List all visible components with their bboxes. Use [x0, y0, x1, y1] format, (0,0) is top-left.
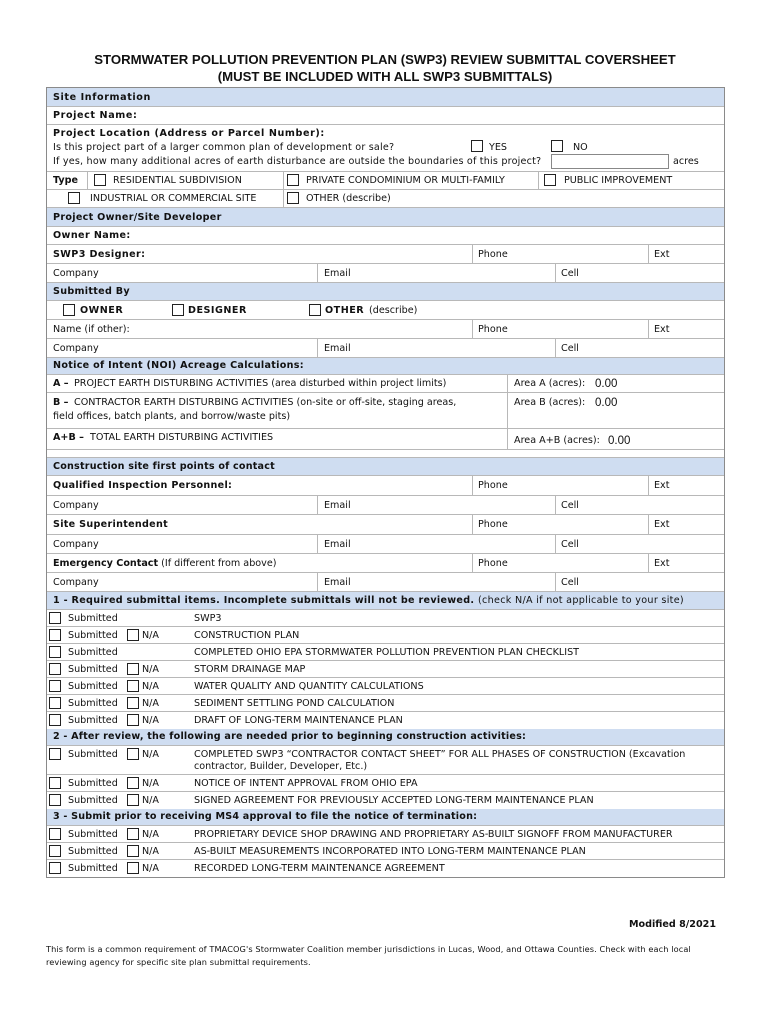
- na-checkbox[interactable]: [127, 845, 139, 857]
- na-label: N/A: [142, 778, 159, 789]
- noi-a-row: A – PROJECT EARTH DISTURBING ACTIVITIES (area disturbed within project limits) Area A (acres): 0.00: [47, 375, 724, 393]
- na-checkbox[interactable]: [127, 862, 139, 874]
- additional-acres-input[interactable]: [551, 154, 669, 169]
- area-ab-value[interactable]: 0.00: [608, 435, 631, 447]
- submitted-label: Submitted: [68, 630, 118, 641]
- na-checkbox[interactable]: [127, 697, 139, 709]
- submitted-label: Submitted: [68, 749, 118, 760]
- submitted-checkbox[interactable]: [49, 862, 61, 874]
- owner-name-row[interactable]: Owner Name:: [47, 227, 724, 245]
- item-text-cont: contractor, Builder, Developer, Etc.): [194, 761, 368, 772]
- item-text: PROPRIETARY DEVICE SHOP DRAWING AND PROPRIETARY AS-BUILT SIGNOFF FROM MANUFACTURER: [194, 829, 673, 840]
- na-checkbox[interactable]: [127, 777, 139, 789]
- submitter-company-row[interactable]: Company Email Cell: [47, 339, 724, 358]
- na-label: N/A: [142, 664, 159, 675]
- checklist-item: [47, 712, 724, 729]
- form-title: STORMWATER POLLUTION PREVENTION PLAN (SWP3) REVIEW SUBMITTAL COVERSHEET: [94, 52, 676, 67]
- section1-header: 1 - Required submittal items. Incomplete submittals will not be reviewed. (check N/A if not applicable to your site): [47, 592, 724, 610]
- qip-company-row[interactable]: Company Email Cell: [47, 496, 724, 515]
- item-text: COMPLETED SWP3 “CONTRACTOR CONTACT SHEET” FOR ALL PHASES OF CONSTRUCTION (Excavation: [194, 749, 686, 760]
- submitted-checkbox[interactable]: [49, 663, 61, 675]
- item-text: DRAFT OF LONG-TERM MAINTENANCE PLAN: [194, 715, 403, 726]
- checklist-item: [47, 826, 724, 843]
- na-label: N/A: [142, 829, 159, 840]
- na-checkbox[interactable]: [127, 680, 139, 692]
- area-a-value[interactable]: 0.00: [595, 378, 618, 390]
- private-condo-label: PRIVATE CONDOMINIUM OR MULTI-FAMILY: [306, 175, 505, 186]
- na-label: N/A: [142, 749, 159, 760]
- na-label: N/A: [142, 863, 159, 874]
- designer-company-row[interactable]: Company Email Cell: [47, 264, 724, 283]
- public-improvement-label: PUBLIC IMPROVEMENT: [564, 175, 673, 186]
- submitted-owner-checkbox[interactable]: [63, 304, 75, 316]
- checklist-item: [47, 843, 724, 860]
- submitted-checkbox[interactable]: [49, 697, 61, 709]
- emergency-company-row[interactable]: Company Email Cell: [47, 573, 724, 592]
- submitted-designer-checkbox[interactable]: [172, 304, 184, 316]
- section3-header: 3 - Submit prior to receiving MS4 approval to file the notice of termination:: [47, 809, 724, 826]
- noi-b-row: B – CONTRACTOR EARTH DISTURBING ACTIVITIES (on-site or off-site, staging areas, field offices, batch plants, and borrow/waste pits) Area B (acres): 0.00: [47, 393, 724, 429]
- submitted-label: Submitted: [68, 664, 118, 675]
- type-row-2: [47, 190, 724, 208]
- submitted-checkbox[interactable]: [49, 794, 61, 806]
- checklist-item: [47, 627, 724, 644]
- checklist-item: [47, 661, 724, 678]
- na-checkbox[interactable]: [127, 828, 139, 840]
- area-b-value[interactable]: 0.00: [595, 397, 618, 409]
- larger-plan-question: Is this project part of a larger common plan of development or sale?: [53, 142, 395, 153]
- item-text: COMPLETED OHIO EPA STORMWATER POLLUTION PREVENTION PLAN CHECKLIST: [194, 647, 580, 658]
- submitted-checkbox[interactable]: [49, 714, 61, 726]
- submitted-checkbox[interactable]: [49, 629, 61, 641]
- item-text: SEDIMENT SETTLING POND CALCULATION: [194, 698, 395, 709]
- submitted-checkbox[interactable]: [49, 680, 61, 692]
- acres-unit: acres: [673, 156, 699, 167]
- other-type-label: OTHER (describe): [306, 193, 391, 204]
- item-text: SIGNED AGREEMENT FOR PREVIOUSLY ACCEPTED LONG-TERM MAINTENANCE PLAN: [194, 795, 594, 806]
- submitted-label: Submitted: [68, 613, 118, 624]
- emergency-row[interactable]: Emergency Contact (If different from above) Phone Ext: [47, 554, 724, 573]
- submitted-checkbox[interactable]: [49, 612, 61, 624]
- submitted-label: Submitted: [68, 681, 118, 692]
- project-location-label: Project Location (Address or Parcel Number):: [53, 128, 325, 139]
- submitted-checkbox[interactable]: [49, 646, 61, 658]
- checklist-item: [47, 678, 724, 695]
- project-name-row[interactable]: [47, 107, 724, 125]
- noi-header: Notice of Intent (NOI) Acreage Calculations:: [47, 358, 724, 375]
- submitted-label: Submitted: [68, 846, 118, 857]
- submitted-label: Submitted: [68, 863, 118, 874]
- yes-label: YES: [489, 142, 508, 153]
- submitted-label: Submitted: [68, 698, 118, 709]
- submitted-by-header: Submitted By: [47, 283, 724, 301]
- na-label: N/A: [142, 715, 159, 726]
- form-subtitle: (MUST BE INCLUDED WITH ALL SWP3 SUBMITTALS): [217, 69, 553, 84]
- na-checkbox[interactable]: [127, 663, 139, 675]
- item-text: CONSTRUCTION PLAN: [194, 630, 300, 641]
- item-text: RECORDED LONG-TERM MAINTENANCE AGREEMENT: [194, 863, 445, 874]
- modified-date: Modified 8/2021: [629, 919, 716, 930]
- project-name-label: Project Name:: [53, 110, 138, 121]
- residential-label: RESIDENTIAL SUBDIVISION: [113, 175, 242, 186]
- submitted-checkbox[interactable]: [49, 845, 61, 857]
- submitted-label: Submitted: [68, 795, 118, 806]
- private-condo-checkbox[interactable]: [287, 174, 299, 186]
- na-label: N/A: [142, 630, 159, 641]
- na-checkbox[interactable]: [127, 629, 139, 641]
- item-text: NOTICE OF INTENT APPROVAL FROM OHIO EPA: [194, 778, 418, 789]
- no-label: NO: [573, 142, 588, 153]
- coversheet-form: [46, 87, 725, 878]
- na-checkbox[interactable]: [127, 794, 139, 806]
- acres-question: If yes, how many additional acres of earth disturbance are outside the boundaries of this project?: [53, 156, 542, 167]
- submitted-label: Submitted: [68, 778, 118, 789]
- footer-note: This form is a common requirement of TMACOG's Stormwater Coalition member jurisdictions in Lucas, Wood, and Ottawa Counties. Check with each local reviewing agency for specific site plan submittal requirements.: [46, 944, 691, 967]
- na-checkbox[interactable]: [127, 748, 139, 760]
- item-text: AS-BUILT MEASUREMENTS INCORPORATED INTO LONG-TERM MAINTENANCE PLAN: [194, 846, 586, 857]
- checklist-item: [47, 695, 724, 712]
- na-label: N/A: [142, 698, 159, 709]
- submitted-label: Submitted: [68, 647, 118, 658]
- industrial-label: INDUSTRIAL OR COMMERCIAL SITE: [90, 193, 257, 204]
- project-location-row: [47, 125, 724, 172]
- no-checkbox[interactable]: [551, 140, 563, 152]
- item-text: WATER QUALITY AND QUANTITY CALCULATIONS: [194, 681, 424, 692]
- other-type-checkbox[interactable]: [287, 192, 299, 204]
- checklist-item: [47, 610, 724, 627]
- na-checkbox[interactable]: [127, 714, 139, 726]
- submitted-by-options: OWNER DESIGNER OTHER (describe): [47, 301, 724, 320]
- type-label: Type: [53, 175, 79, 186]
- contacts-header: Construction site first points of contact: [47, 458, 724, 476]
- checklist-item: [47, 860, 724, 877]
- type-row-1: [47, 172, 724, 190]
- residential-checkbox[interactable]: [94, 174, 106, 186]
- checklist-item: [47, 644, 724, 661]
- owner-header: Project Owner/Site Developer: [47, 208, 724, 227]
- section2-header: 2 - After review, the following are needed prior to beginning construction activities:: [47, 729, 724, 746]
- qip-row[interactable]: Qualified Inspection Personnel: Phone Ext: [47, 476, 724, 496]
- submitted-checkbox[interactable]: [49, 777, 61, 789]
- noi-ab-row: A+B – TOTAL EARTH DISTURBING ACTIVITIES Area A+B (acres): 0.00: [47, 429, 724, 450]
- superintendent-row[interactable]: Site Superintendent Phone Ext: [47, 515, 724, 535]
- yes-checkbox[interactable]: [471, 140, 483, 152]
- submitted-other-checkbox[interactable]: [309, 304, 321, 316]
- submitted-checkbox[interactable]: [49, 748, 61, 760]
- name-if-other-row[interactable]: Name (if other): Phone Ext: [47, 320, 724, 339]
- public-improvement-checkbox[interactable]: [544, 174, 556, 186]
- submitted-label: Submitted: [68, 715, 118, 726]
- spacer: [47, 450, 724, 458]
- na-label: N/A: [142, 681, 159, 692]
- checklist-item: [47, 746, 724, 775]
- checklist-item: [47, 792, 724, 809]
- superintendent-company-row[interactable]: Company Email Cell: [47, 535, 724, 554]
- industrial-checkbox[interactable]: [68, 192, 80, 204]
- submitted-checkbox[interactable]: [49, 828, 61, 840]
- na-label: N/A: [142, 846, 159, 857]
- designer-row[interactable]: SWP3 Designer: Phone Ext: [47, 245, 724, 264]
- checklist-item: [47, 775, 724, 792]
- submitted-label: Submitted: [68, 829, 118, 840]
- item-text: STORM DRAINAGE MAP: [194, 664, 306, 675]
- item-text: SWP3: [194, 613, 222, 624]
- site-information-header: Site Information: [47, 88, 724, 107]
- na-label: N/A: [142, 795, 159, 806]
